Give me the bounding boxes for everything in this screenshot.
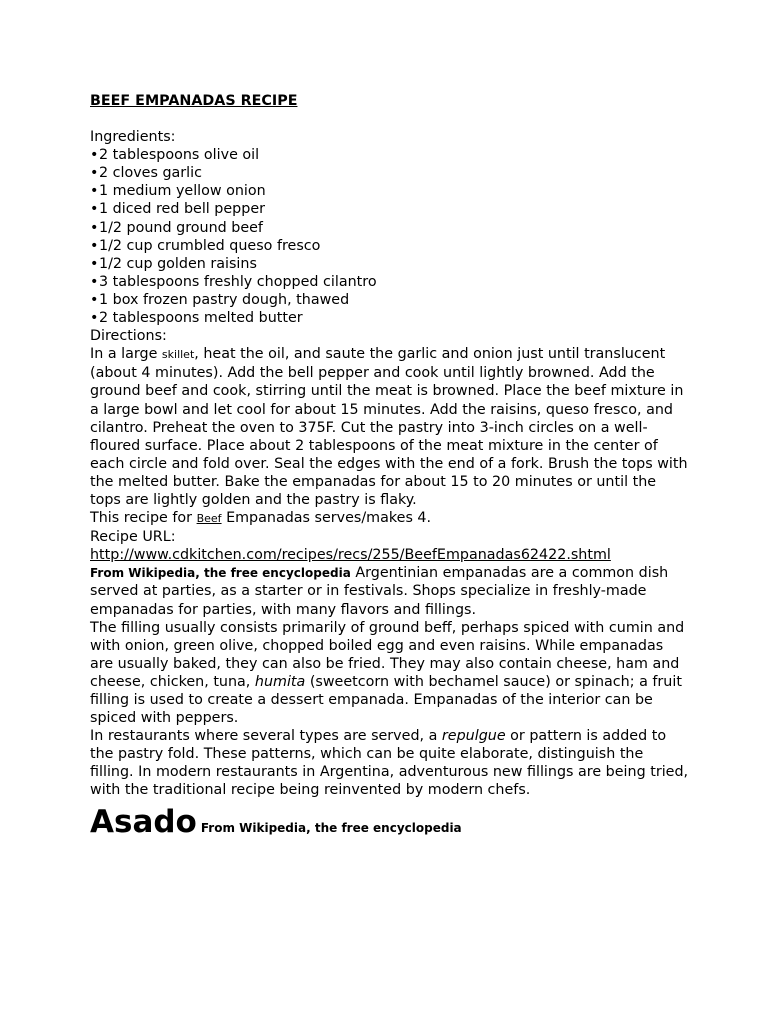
ingredients-label: Ingredients: bbox=[90, 129, 176, 146]
serves-pre: This recipe for bbox=[90, 510, 197, 527]
ingredient-text: 2 cloves garlic bbox=[99, 165, 202, 182]
list-item bbox=[90, 182, 690, 200]
list-item bbox=[90, 219, 690, 237]
wiki-paragraph-1 bbox=[90, 564, 690, 618]
list-item bbox=[90, 291, 690, 309]
asado-subtitle: From Wikipedia, the free encyclopedia bbox=[200, 820, 462, 835]
list-item bbox=[90, 255, 690, 273]
ingredient-text: 1/2 cup crumbled queso fresco bbox=[99, 237, 321, 254]
ingredient-text: 1/2 cup golden raisins bbox=[99, 255, 257, 272]
directions-post: , heat the oil, and saute the garlic and onion just until translucent (about 4 minutes). Add the bell pepper and cook until lightly browned. Add the ground beef and cook, stirring until the meat is browned. Place the beef mixture in a large bowl and let cool for about 15 minutes. Add the raisins, queso fresco, and cilantro. Preheat the oven to 375F. Cut the pastry into 3-inch circles on a well-floured surface. Place about 2 tablespoons of the meat mixture in the center of each circle and fold over. Seal the edges with the end of a fork. Brush the tops with the melted butter. Bake the empanadas for about 15 to 20 minutes or until the tops are lightly golden and the pastry is flaky. bbox=[90, 346, 688, 508]
recipe-url-label: Recipe URL: bbox=[90, 529, 176, 546]
ingredient-text: 1/2 pound ground beef bbox=[99, 219, 263, 236]
wiki-para3-em: repulgue bbox=[441, 728, 506, 745]
list-item bbox=[90, 200, 690, 218]
serves-post: Empanadas serves/makes 4. bbox=[221, 510, 432, 527]
wiki-para1-text: Argentinian empanadas are a common dish served at parties, as a starter or in festivals. Shops specialize in freshly-made empanadas for parties, with many flavors and fillings. bbox=[90, 565, 669, 618]
bullet-icon: • bbox=[90, 183, 99, 200]
asado-title: Asado bbox=[90, 803, 197, 840]
bullet-icon: • bbox=[90, 255, 99, 272]
ingredient-text: 3 tablespoons freshly chopped cilantro bbox=[99, 273, 377, 290]
wiki-paragraph-3 bbox=[90, 727, 690, 799]
ingredient-text: 2 tablespoons melted butter bbox=[99, 310, 303, 327]
directions-label: Directions: bbox=[90, 328, 167, 345]
directions-text bbox=[90, 345, 690, 509]
list-item bbox=[90, 164, 690, 182]
wiki-para3-pre: In restaurants where several types are served, a bbox=[90, 728, 442, 745]
recipe-title: BEEF EMPANADAS RECIPE bbox=[90, 93, 298, 109]
serves-small-word: Beef bbox=[196, 512, 222, 526]
list-item bbox=[90, 273, 690, 291]
directions-pre: In a large bbox=[90, 346, 162, 363]
bullet-icon: • bbox=[90, 147, 99, 164]
ingredient-text: 1 diced red bell pepper bbox=[99, 201, 265, 218]
ingredient-text: 1 medium yellow onion bbox=[99, 183, 266, 200]
wiki-para2-pre: The filling usually consists primarily of ground beff, perhaps spiced with cumin and with onion, green olive, chopped boiled egg and even raisins. While empanadas are usually baked, they can also be fried. They may also contain cheese, ham and cheese, chicken, tuna, bbox=[90, 619, 685, 690]
wiki-para3-post: or pattern is added to the pastry fold. These patterns, which can be quite elaborate, distinguish the filling. In modern restaurants in Argentina, adventurous new fillings are being tried, with the traditional recipe being reinvented by modern chefs. bbox=[90, 728, 689, 799]
bullet-icon: • bbox=[90, 165, 99, 182]
wiki-para2-em: humita bbox=[254, 673, 306, 690]
recipe-url-link[interactable]: http://www.cdkitchen.com/recipes/recs/255/BeefEmpanadas62422.shtml bbox=[90, 547, 611, 564]
bullet-icon: • bbox=[90, 291, 99, 308]
bullet-icon: • bbox=[90, 201, 99, 218]
document-page bbox=[90, 92, 690, 842]
list-item bbox=[90, 309, 690, 327]
asado-heading-row bbox=[90, 802, 690, 842]
list-item bbox=[90, 146, 690, 164]
bullet-icon: • bbox=[90, 310, 99, 327]
directions-small-word: skillet bbox=[161, 348, 195, 362]
wiki-para2-post: (sweetcorn with bechamel sauce) or spinach; a fruit filling is used to create a dessert empanada. Empanadas of the interior can be spiced with peppers. bbox=[90, 673, 682, 727]
list-item bbox=[90, 237, 690, 255]
ingredient-text: 1 box frozen pastry dough, thawed bbox=[99, 291, 350, 308]
bullet-icon: • bbox=[90, 273, 99, 290]
ingredients-list bbox=[90, 146, 690, 327]
ingredient-text: 2 tablespoons olive oil bbox=[99, 147, 260, 164]
wiki-paragraph-2 bbox=[90, 619, 690, 728]
bullet-icon: • bbox=[90, 237, 99, 254]
serves-text bbox=[90, 509, 690, 528]
wiki-source-label: From Wikipedia, the free encyclopedia bbox=[90, 566, 351, 581]
bullet-icon: • bbox=[90, 219, 99, 236]
